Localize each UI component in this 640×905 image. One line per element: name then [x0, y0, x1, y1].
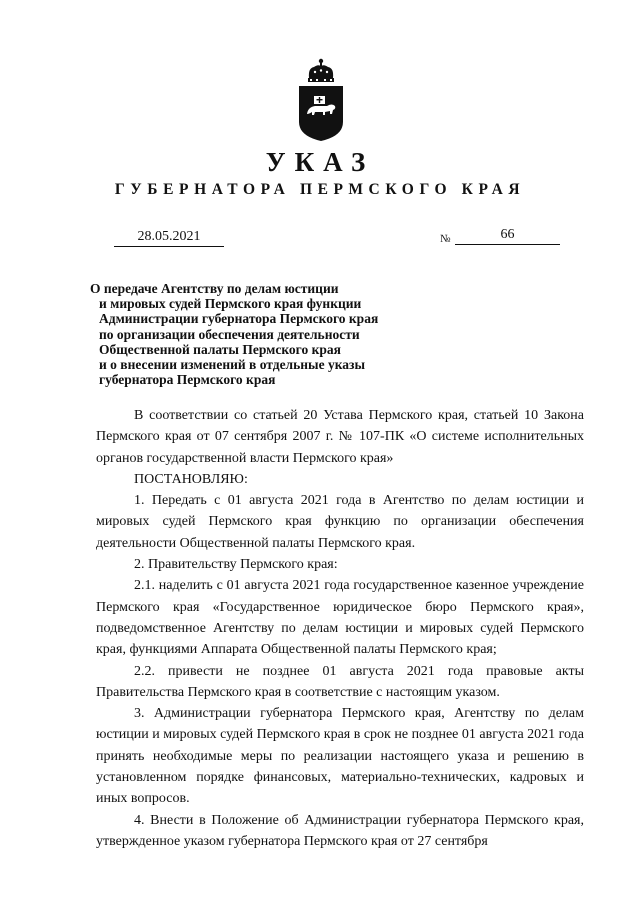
document-title: УКАЗ: [265, 147, 375, 177]
heading-line: и мировых судей Пермского края функции: [99, 296, 362, 312]
body-paragraph-2-1: 2.1. наделить с 01 августа 2021 года государственное казенное учреждение Пермского края «Государственное юридическое бюро Пермского края», подведомственное Агентству по делам юстиции и мировых судей Пермского края, функциями Аппарата Общественной палаты Пермского края;: [96, 578, 584, 658]
document-heading: [90, 281, 450, 387]
heading-line: Администрации губернатора Пермского края: [99, 311, 379, 327]
heading-line: Общественной палаты Пермского края: [99, 341, 341, 357]
body-paragraph-2-2: 2.2. привести не позднее 01 августа 2021 года правовые акты Правительства Пермского края в соответствие с настоящим указом.: [96, 663, 584, 700]
body-paragraph-4: 4. Внести в Положение об Администрации губернатора Пермского края, утвержденное указом губернатора Пермского края от 27 сентября: [96, 812, 584, 849]
heading-line: по организации обеспечения деятельности: [99, 326, 360, 342]
document-subtitle: ГУБЕРНАТОРА ПЕРМСКОГО КРАЯ: [114, 181, 526, 198]
heading-line: и о внесении изменений в отдельные указы: [99, 357, 365, 373]
body-paragraph-2: 2. Правительству Пермского края:: [134, 557, 338, 573]
document-number: 66: [455, 226, 560, 245]
body-paragraph-preamble: В соответствии со статьей 20 Устава Пермского края, статьей 10 Закона Пермского края от 07 сентября 2007 г. № 107-ПК «О системе исполнительных органов государственной власти Пермского края»: [96, 408, 584, 466]
document-body: [96, 405, 584, 852]
body-paragraph-3: 3. Администрации губернатора Пермского края, Агентству по делам юстиции и мировых судей Пермского края в срок не позднее 01 августа 2021 года принять необходимые меры по реализации настоящего указа и решению в установленном порядке финансовых, материально-технических, кадровых и иных вопросов.: [96, 706, 584, 807]
body-paragraph-resolve: ПОСТАНОВЛЯЮ:: [134, 471, 248, 487]
heading-line: О передаче Агентству по делам юстиции: [90, 281, 339, 296]
document-number-label: №: [440, 233, 451, 245]
perm-krai-coat-of-arms-icon: [296, 58, 346, 142]
document-date: 28.05.2021: [114, 228, 224, 247]
body-paragraph-1: 1. Передать с 01 августа 2021 года в Агентство по делам юстиции и мировых судей Пермского края функцию по организации обеспечения деятельности Общественной палаты Пермского края.: [96, 493, 584, 551]
heading-line: губернатора Пермского края: [99, 372, 276, 388]
